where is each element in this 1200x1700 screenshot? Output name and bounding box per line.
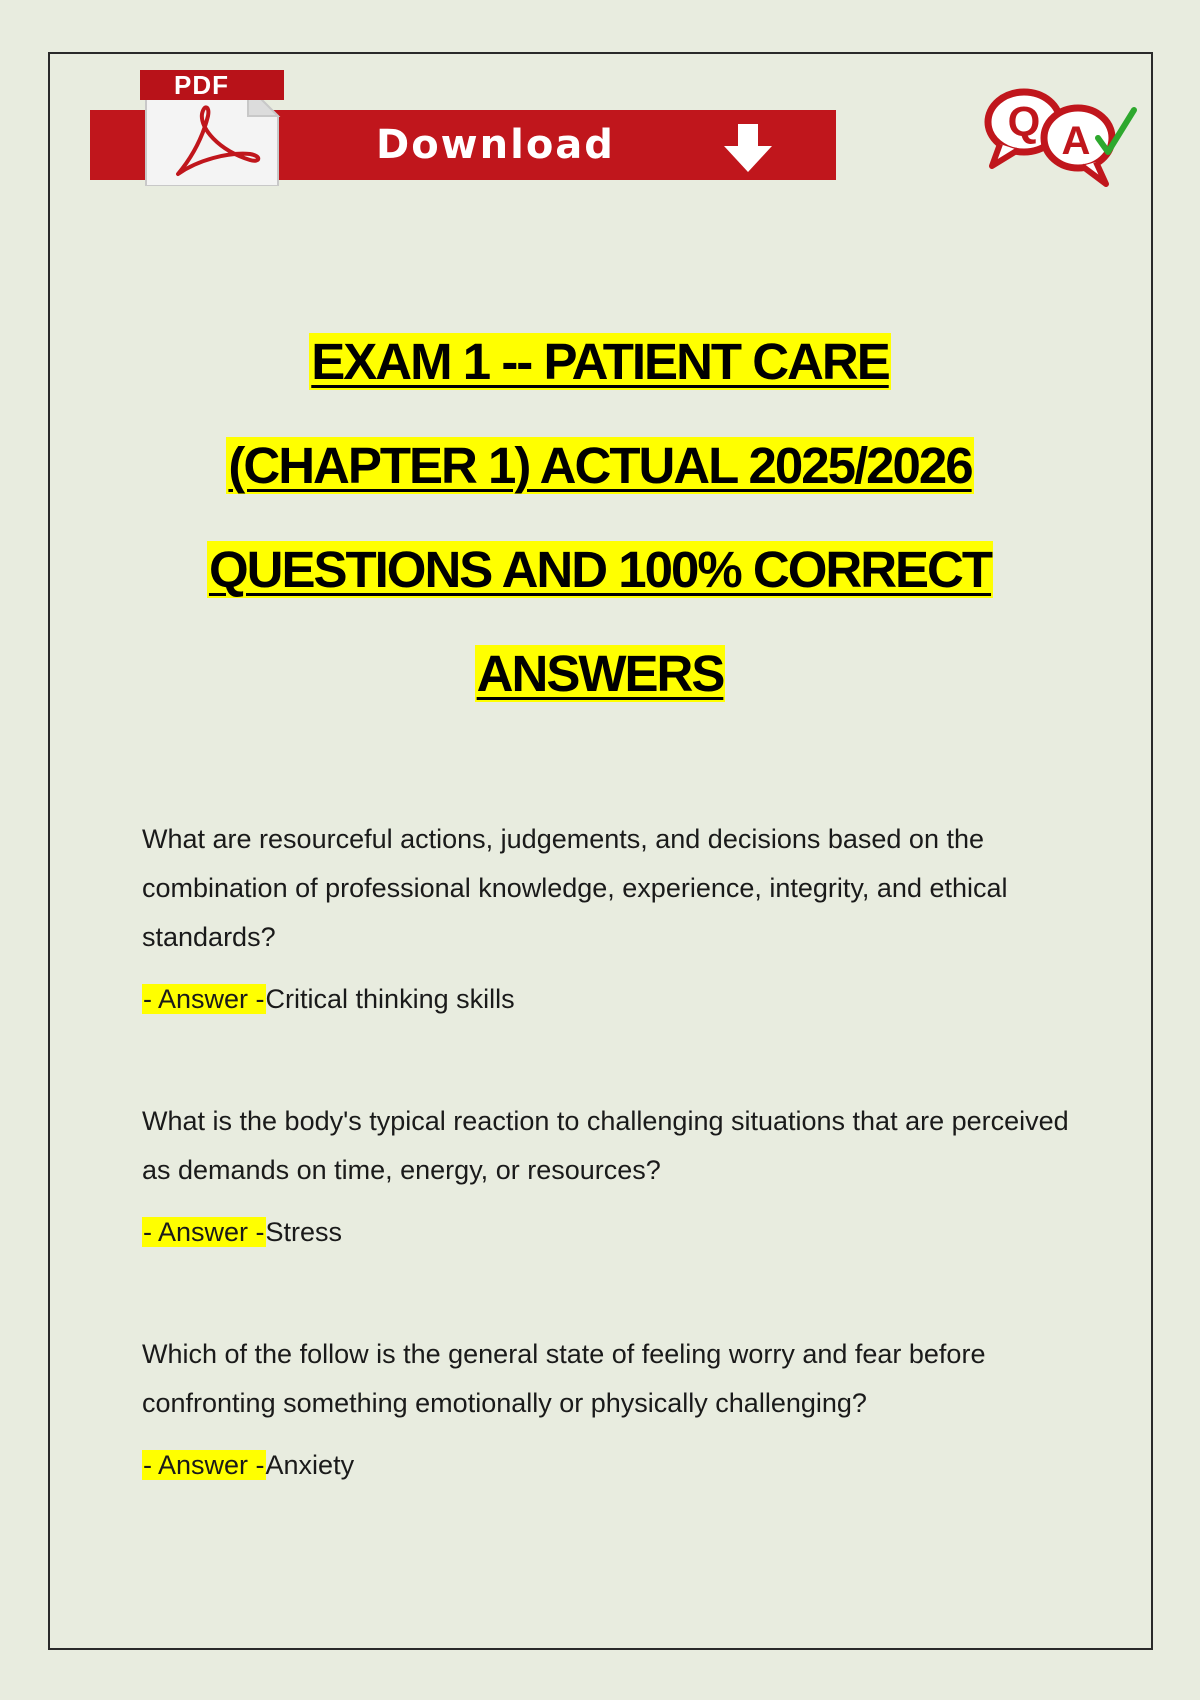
question-text: What is the body's typical reaction to challenging situations that are perceived as demands on time, energy, or resources? [142,1106,1069,1185]
question-text: What are resourceful actions, judgements, and decisions based on the combination of professional knowledge, experience, integrity, and ethical standards? [142,824,1008,952]
pdf-label: PDF [140,70,284,100]
qa-list [142,815,1082,1563]
qa-item-2 [142,1097,1082,1252]
pdf-document-icon [138,66,284,186]
download-label[interactable]: Download [376,122,615,168]
answer-prefix: - Answer - [143,984,265,1014]
answer-prefix: - Answer - [143,1450,265,1480]
pdf-download-banner[interactable] [90,64,836,186]
answer-row [142,979,1082,1019]
title-line-4: ANSWERS [476,645,724,702]
answer-text: Anxiety [265,1450,355,1480]
answer-prefix: - Answer - [143,1217,265,1247]
answer-row [142,1212,1082,1252]
down-arrow-icon[interactable] [720,122,776,174]
qa-item-3 [142,1330,1082,1485]
question-text: Which of the follow is the general state of feeling worry and fear before confronting something emotionally or physically challenging? [142,1339,986,1418]
answer-text: Stress [265,1217,343,1247]
title-line-1: EXAM 1 -- PATIENT CARE [311,333,889,390]
qa-speech-bubbles-icon [978,80,1138,190]
logo-q: Q [1007,98,1041,145]
answer-text: Critical thinking skills [265,984,515,1014]
logo-a: A [1061,119,1091,163]
title-line-3: QUESTIONS AND 100% CORRECT [208,541,992,598]
title-line-2: (CHAPTER 1) ACTUAL 2025/2026 [228,437,972,494]
page-title [70,310,1130,726]
answer-row [142,1445,1082,1485]
qa-item-1 [142,815,1082,1019]
